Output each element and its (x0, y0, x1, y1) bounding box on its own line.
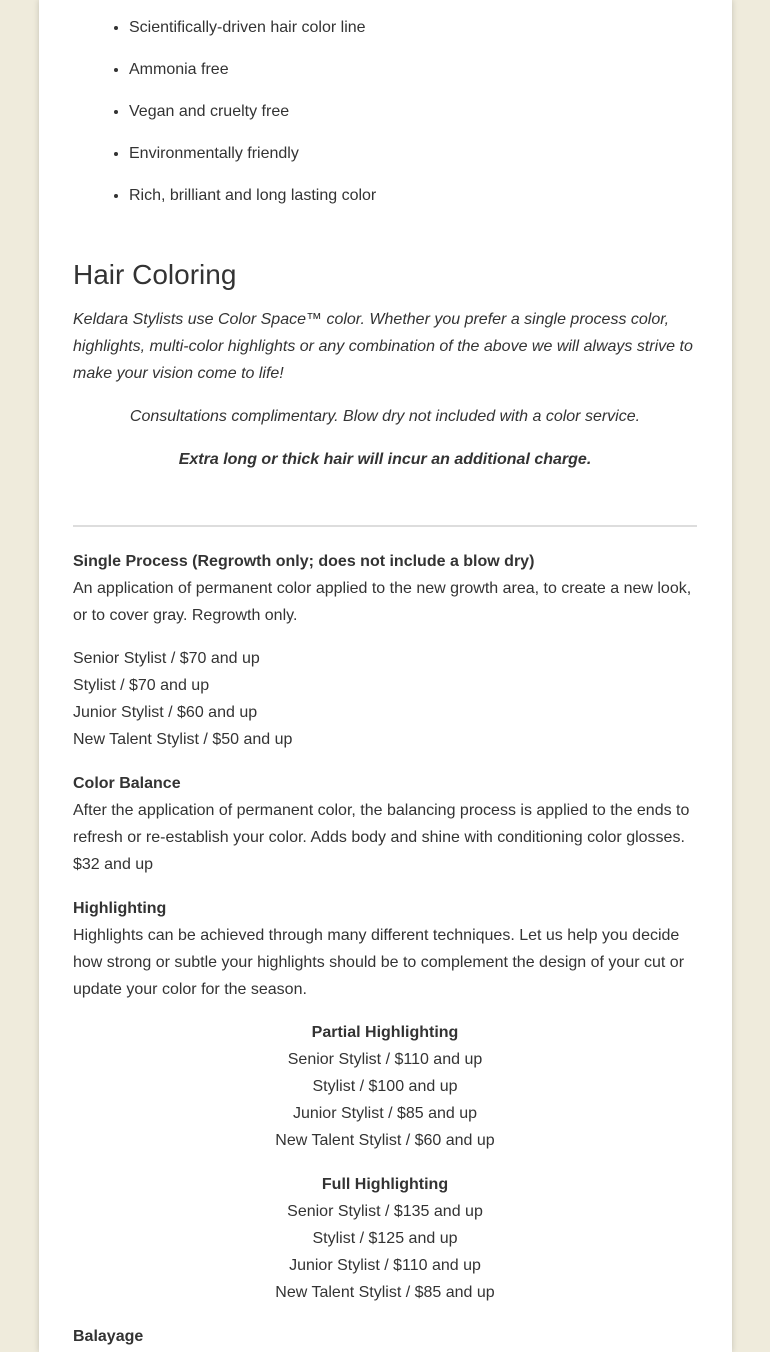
section-title: Hair Coloring (73, 259, 237, 290)
color-balance-section (73, 770, 697, 878)
highlighting-description: Highlights can be achieved through many different techniques. Let us help you decide how strong or subtle your highlights should be to complement the design of your cut or update your color for the season. (73, 927, 685, 998)
consultation-note: Consultations complimentary. Blow dry not included with a color service. (129, 408, 641, 425)
feature-item: • Environmentally friendly (129, 143, 376, 165)
price-line: Senior Stylist / $70 and up (73, 650, 260, 667)
highlighting-section (73, 895, 697, 1003)
price-line: Senior Stylist / $110 and up (287, 1051, 483, 1068)
price-line: Junior Stylist / $60 and up (73, 704, 258, 721)
single-process-prices (73, 645, 697, 753)
price-line: New Talent Stylist / $50 and up (73, 731, 293, 748)
single-process-heading: Single Process (Regrowth only; does not include a blow dry) (73, 553, 535, 570)
divider (73, 525, 697, 527)
price-line: Junior Stylist / $110 and up (289, 1257, 481, 1274)
feature-list (73, 17, 376, 227)
full-highlighting-block (73, 1171, 697, 1306)
price-line: Stylist / $125 and up (312, 1230, 458, 1247)
color-balance-description: After the application of permanent color, the balancing process is applied to the ends to refresh or re-establish your color. Adds body and shine with conditioning color glosses. (73, 802, 690, 846)
feature-item: • Scientifically-driven hair color line (129, 17, 376, 39)
price-line: New Talent Stylist / $85 and up (275, 1284, 495, 1301)
color-balance-price: $32 and up (73, 856, 154, 873)
partial-highlighting-block (73, 1019, 697, 1154)
highlighting-heading: Highlighting (73, 900, 167, 917)
page-container (39, 0, 732, 1352)
extra-charge-note: Extra long or thick hair will incur an additional charge. (178, 451, 592, 468)
partial-highlighting-heading: Partial Highlighting (311, 1024, 459, 1041)
intro-text: Keldara Stylists use Color Space™ color. Whether you prefer a single process color, highlights, multi-color highlights or any combination of the above we will always strive to make your vision come to life! (73, 311, 693, 382)
feature-item: • Rich, brilliant and long lasting color (129, 185, 376, 207)
single-process-section (73, 548, 697, 629)
color-balance-heading: Color Balance (73, 775, 181, 792)
price-line: Junior Stylist / $85 and up (292, 1105, 478, 1122)
balayage-heading: Balayage (73, 1328, 144, 1345)
feature-item: • Ammonia free (129, 59, 376, 81)
price-line: Stylist / $100 and up (312, 1078, 458, 1095)
price-line: New Talent Stylist / $60 and up (275, 1132, 495, 1149)
price-line: Senior Stylist / $135 and up (287, 1203, 483, 1220)
price-line: Stylist / $70 and up (73, 677, 210, 694)
feature-item: • Vegan and cruelty free (129, 101, 376, 123)
full-highlighting-heading: Full Highlighting (321, 1176, 449, 1193)
single-process-description: An application of permanent color applied to the new growth area, to create a new look, or to cover gray. Regrowth only. (73, 580, 692, 624)
balayage-section (73, 1323, 697, 1350)
